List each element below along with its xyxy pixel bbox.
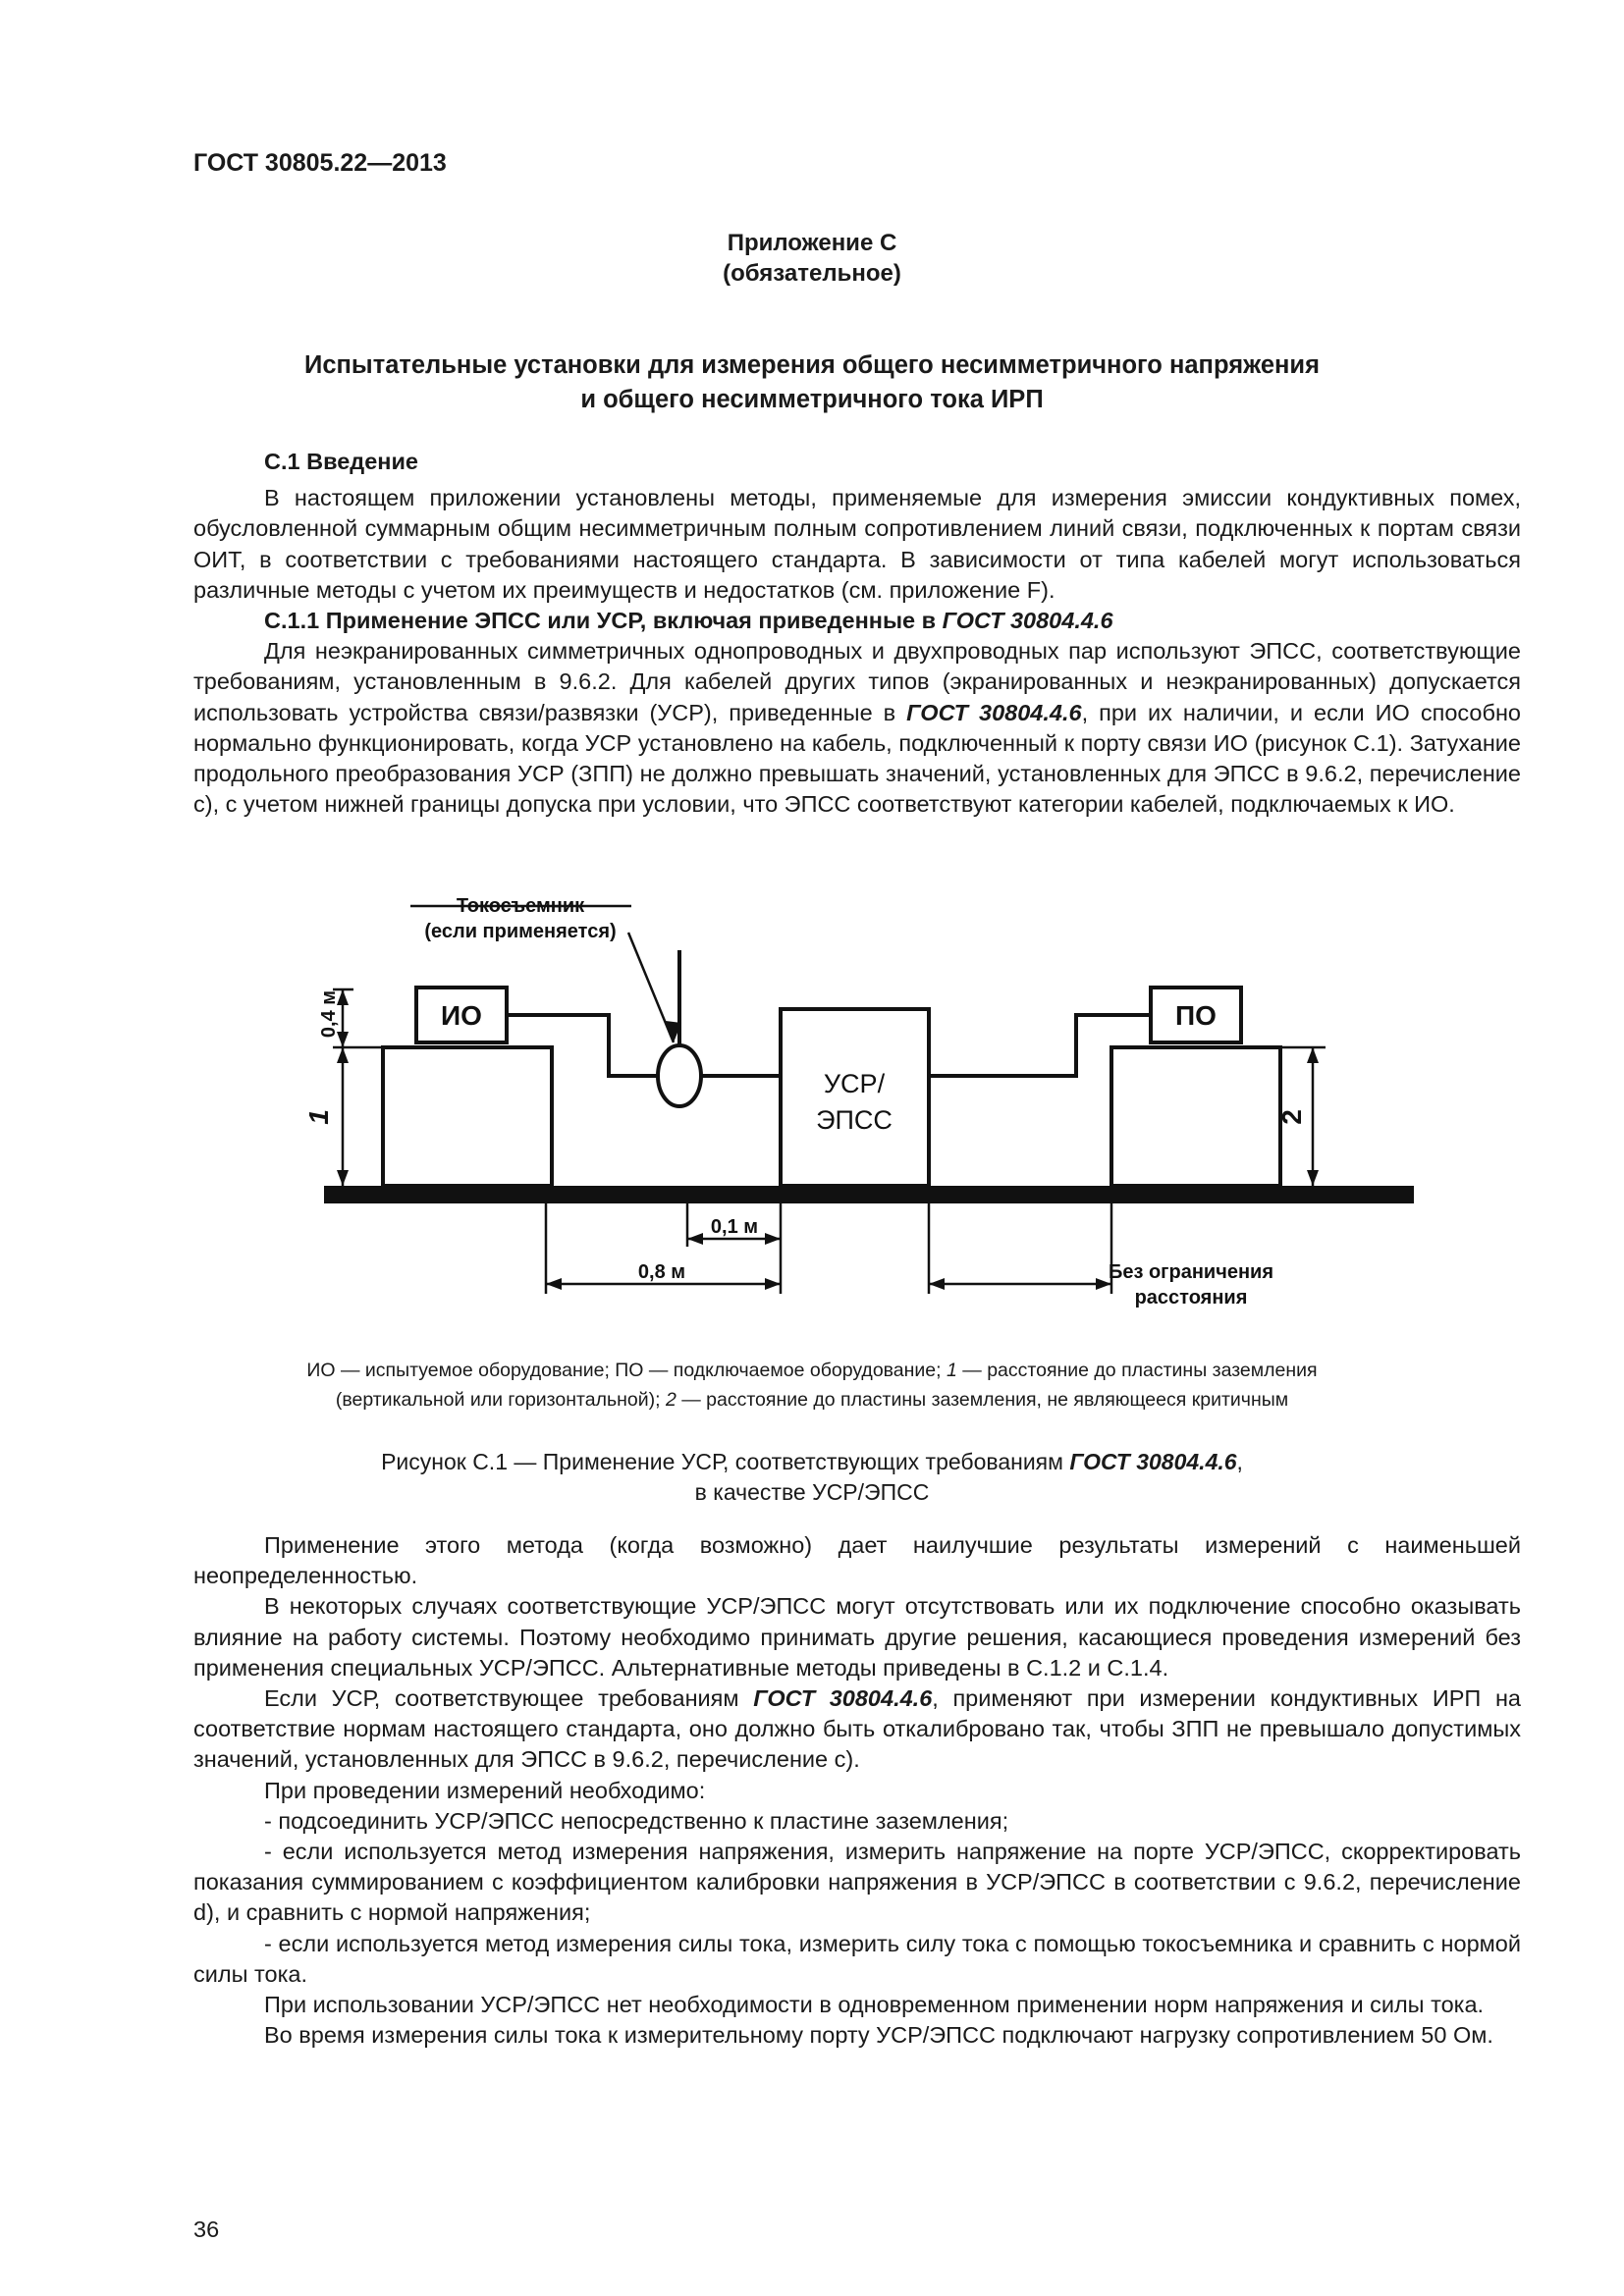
paragraph: При проведении измерений необходимо: bbox=[264, 1777, 706, 1803]
dim-04-label: 0,4 м bbox=[318, 989, 340, 1039]
caption-line-1 bbox=[0, 1447, 1624, 1477]
list-item: - подсоединить УСР/ЭПСС непосредственно к пластине заземления; bbox=[264, 1807, 1009, 1834]
usr-label-1: УСР/ bbox=[823, 1069, 886, 1098]
section-c11-heading bbox=[193, 606, 1521, 636]
legend-text-b: — расстояние до пластины заземления bbox=[956, 1360, 1318, 1381]
appendix-title bbox=[0, 348, 1624, 417]
section-c11-heading-text: С.1.1 Применение ЭПСС или УСР, включая приведенные в bbox=[264, 608, 943, 634]
legend-num-2: 2 bbox=[665, 1389, 677, 1411]
probe-label-1: Токосъемник bbox=[456, 895, 585, 917]
po-table bbox=[1111, 1047, 1280, 1186]
dim-01-label: 0,1 м bbox=[710, 1216, 759, 1238]
po-label: ПО bbox=[1175, 1000, 1217, 1031]
paragraph: В некоторых случаях соответствующие УСР/ЭПСС могут отсутствовать или их подключение способно оказывать влияние на работу системы. Поэтому необходимо принимать другие решения, касающиеся проведения измерений без применения специальных УСР/ЭПСС. Альтернативные методы приведены в С.1.2 и С.1.4. bbox=[193, 1593, 1521, 1681]
paragraph-text: Если УСР, соответствующее требованиям bbox=[264, 1685, 754, 1712]
document-id: ГОСТ 30805.22—2013 bbox=[193, 149, 447, 177]
paragraph: Применение этого метода (когда возможно) дает наилучшие результаты измерений с наименьшей неопределенностью. bbox=[193, 1532, 1521, 1589]
legend-text-a: ИО — испытуемое оборудование; ПО — подключаемое оборудование; bbox=[306, 1360, 947, 1381]
list-item: - если используется метод измерения силы тока, измерить силу тока с помощью токосъемника и сравнить с нормой силы тока. bbox=[193, 1930, 1521, 1987]
section-c11-ref: ГОСТ 30804.4.6 bbox=[906, 699, 1082, 725]
title-line-1: Испытательные установки для измерения общего несимметричного напряжения bbox=[304, 351, 1320, 379]
no-limit-label-1: Без ограничения bbox=[1108, 1261, 1274, 1283]
caption-text-b: , bbox=[1236, 1449, 1243, 1474]
section-c11-paragraph bbox=[193, 636, 1521, 820]
no-limit-label-2: расстояния bbox=[1134, 1287, 1248, 1308]
dim-08-label: 0,8 м bbox=[637, 1261, 686, 1283]
figure-c1-diagram bbox=[0, 864, 1624, 1315]
legend-line-1 bbox=[0, 1356, 1624, 1385]
legend-text-d: — расстояние до пластины заземления, не являющееся критичным bbox=[676, 1389, 1289, 1411]
current-probe bbox=[658, 1045, 701, 1106]
caption-text-a: Рисунок С.1 — Применение УСР, соответствующих требованиям bbox=[381, 1449, 1070, 1474]
dim-1-label: 1 bbox=[303, 1109, 334, 1125]
section-c1-paragraph: В настоящем приложении установлены методы, применяемые для измерения эмиссии кондуктивных помех, обусловленной суммарным общим несимметричным полным сопротивлением линий связи, подключенных к портам связи ОИТ, в соответствии с требованиями настоящего стандарта. В зависимости от типа кабелей могут использоваться различные методы с учетом их преимуществ и недостатков (см. приложение F). bbox=[193, 485, 1521, 603]
title-line-2: и общего несимметричного тока ИРП bbox=[580, 386, 1044, 413]
appendix-label: Приложение С bbox=[727, 230, 897, 256]
legend-num-1: 1 bbox=[947, 1360, 957, 1381]
after-figure-text bbox=[193, 1530, 1521, 2051]
section-c1 bbox=[193, 447, 1521, 820]
section-c11-text-a: Для неэкранированных симметричных однопроводных и двухпроводных пар используют ЭПСС, соответствующие требованиям, установленным в 9.6.2. Для кабелей других типов (экранированных и неэкранированных) допускается использовать устройства связи/развязки (УСР), приведенные в bbox=[193, 638, 1521, 725]
paragraph bbox=[193, 1683, 1521, 1776]
ground-plane bbox=[324, 1186, 1414, 1203]
gost-ref: ГОСТ 30804.4.6 bbox=[753, 1685, 933, 1712]
caption-line-2: в качестве УСР/ЭПСС bbox=[694, 1479, 930, 1505]
list-item: - если используется метод измерения напряжения, измерить напряжение на порте УСР/ЭПСС, скорректировать показания суммированием с коэффициентом калибровки напряжения в УСР/ЭПСС в соответствии с 9.6.2, перечисление d), и сравнить с нормой напряжения; bbox=[193, 1839, 1521, 1926]
probe-pointer bbox=[628, 933, 674, 1042]
paragraph: Во время измерения силы тока к измерительному порту УСР/ЭПСС подключают нагрузку сопротивлением 50 Ом. bbox=[264, 2022, 1493, 2049]
caption-ref: ГОСТ 30804.4.6 bbox=[1069, 1449, 1237, 1474]
figure-caption bbox=[0, 1447, 1624, 1508]
legend-line-2 bbox=[0, 1385, 1624, 1415]
legend-text-c: (вертикальной или горизонтальной); bbox=[335, 1389, 666, 1411]
paragraph: При использовании УСР/ЭПСС нет необходимости в одновременном применении норм напряжения и силы тока. bbox=[264, 1992, 1485, 2018]
io-label: ИО bbox=[441, 1000, 482, 1031]
appendix-status: (обязательное) bbox=[723, 260, 901, 287]
probe-label-2: (если применяется) bbox=[424, 921, 617, 942]
paragraph-text: , применяют при измерении кондуктивных ИРП на соответствие нормам настоящего стандарта, оно должно быть откалибровано так, чтобы ЗПП не превышало допустимых значений, установленных для ЭПСС в 9.6.2, перечисление с). bbox=[193, 1685, 1521, 1773]
figure-legend bbox=[0, 1356, 1624, 1415]
dim-2-label: 2 bbox=[1276, 1109, 1307, 1125]
usr-label-2: ЭПСС bbox=[816, 1105, 893, 1135]
page-number: 36 bbox=[193, 2216, 220, 2242]
appendix-heading bbox=[0, 228, 1624, 289]
io-table bbox=[383, 1047, 552, 1186]
section-c11-heading-ref: ГОСТ 30804.4.6 bbox=[942, 608, 1113, 634]
section-c1-heading: С.1 Введение bbox=[264, 449, 418, 474]
section-c11-text-b: , при их наличии, и если ИО способно нормально функционировать, когда УСР установлено на кабель, подключенный к порту связи ИО (рисунок С.1). Затухание продольного преобразования УСР (ЗПП) не должно превышать значений, установленных для ЭПСС в 9.6.2, перечисление с), с учетом нижней границы допуска при условии, что ЭПСС соответствуют категории кабелей, подключаемых к ИО. bbox=[193, 699, 1521, 818]
